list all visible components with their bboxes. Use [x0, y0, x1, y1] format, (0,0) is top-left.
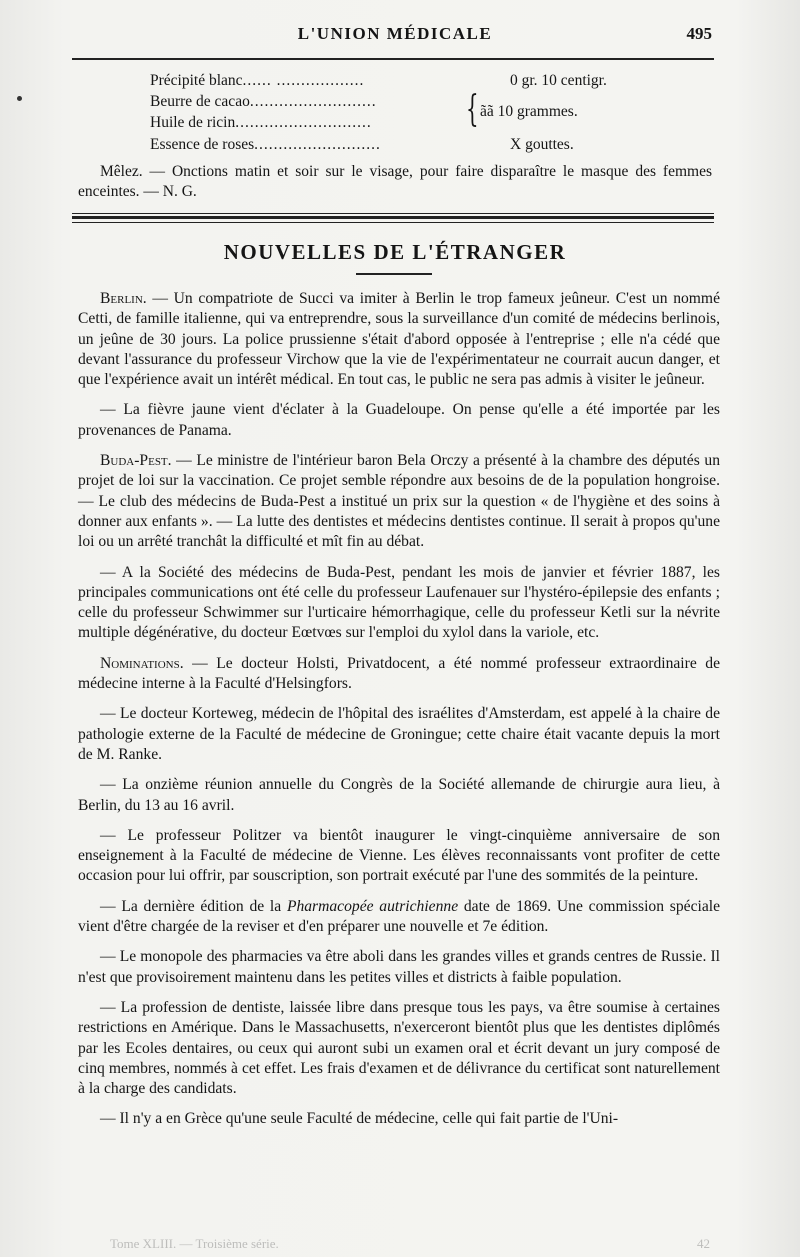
page-footer	[110, 1236, 710, 1254]
footer-volume: Tome XLIII. — Troisième série.	[110, 1236, 279, 1251]
footer-signature: 42	[697, 1236, 710, 1251]
ingredient-name: Beurre de cacao..........................	[150, 93, 377, 110]
article-body	[78, 289, 720, 1140]
paragraph: Berlin. — Un compatriote de Succi va imiter à Berlin le trop fameux jeûneur. C'est un nommé Cetti, de famille italienne, qui va entreprendre, sous la surveillance d'un comité de médecins berlinois, un jeûne de 30 jours. La police prussienne s'était d'abord opposée à l'entreprise ; elle n'a cédé que devant l'assurance du professeur Virchow que la vie de l'expérimentateur ne courrait aucun danger, et que l'expérience avait un intérêt médical. En tout cas, le public ne sera pas admis à visiter le jeûneur.	[78, 290, 720, 389]
paragraph: — La dernière édition de la Pharmacopée autrichienne date de 1869. Une commission spéciale vient d'être chargée de la reviser et d'en préparer une nouvelle et 7e édition.	[78, 897, 721, 936]
journal-title: L'UNION MÉDICALE	[297, 24, 493, 43]
paragraph: — La onzième réunion annuelle du Congrès de la Société allemande de chirurgie aura lieu, à Berlin, du 13 au 16 avril.	[78, 776, 720, 814]
paragraph: — Le monopole des pharmacies va être aboli dans les grandes villes et grands centres de Russie. Il n'est que provisoirement maintenu dans les petites villes et districts à faible population.	[78, 948, 720, 986]
section-rule	[72, 213, 714, 214]
paragraph: — La fièvre jaune vient d'éclater à la Guadeloupe. On pense qu'elle a été importée par les provenances de Panama.	[78, 401, 720, 439]
running-header	[78, 24, 712, 50]
ingredient-name: Huile de ricin............................	[150, 114, 372, 131]
heading-underline	[356, 273, 432, 275]
ink-spot	[17, 96, 22, 101]
ingredient-qty: X gouttes.	[510, 136, 574, 153]
recipe-instruction: Mêlez. — Onctions matin et soir sur le visage, pour faire disparaître le masque des femmes enceintes. — N. G.	[78, 163, 712, 200]
header-rule	[72, 58, 714, 60]
paragraph: — Le professeur Politzer va bientôt inaugurer le vingt-cinquième anniversaire de son enseignement à la Faculté de médecine de Vienne. Les élèves reconnaissants vont profiter de cette occasion pour lui offrir, par souscription, son portrait exécuté par l'une des sommités de la peinture.	[78, 826, 720, 885]
section-rule	[72, 216, 714, 219]
section-rule	[72, 222, 714, 223]
page-number: 495	[686, 24, 712, 43]
ingredient-qty: 0 gr. 10 centigr.	[510, 72, 607, 89]
brace-mark: {	[466, 89, 479, 130]
paragraph: Buda-Pest. — Le ministre de l'intérieur baron Bela Orczy a présenté à la chambre des députés un projet de loi sur la vaccination. Ce projet semble répondre aux besoins de de la population hongroise. — Le club des médecins de Buda-Pest a institué un prix sur la question « de l'hygiène et des soins à donner aux enfants ». — La lutte des dentistes et médecins dentistes continue. Il serait à propos qu'une loi ou un arrêté tranchât la difficulté et mît fin au débat.	[78, 452, 720, 551]
section-heading: NOUVELLES DE L'ÉTRANGER	[223, 240, 567, 264]
ingredient-name: Précipité blanc...... ..................	[150, 72, 365, 89]
paragraph: — Il n'y a en Grèce qu'une seule Faculté de médecine, celle qui fait partie de l'Uni-	[100, 1110, 619, 1128]
paragraph: Nominations. — Le docteur Holsti, Privatdocent, a été nommé professeur extraordinaire de médecine interne à la Faculté d'Helsingfors.	[78, 654, 720, 693]
ingredient-name: Essence de roses..........................	[150, 136, 381, 153]
shared-qty: ãã 10 grammes.	[480, 103, 578, 120]
paragraph: — La profession de dentiste, laissée libre dans presque tous les pays, va être soumise à certaines restrictions en Amérique. Dans le Massachusetts, n'exerceront bientôt plus que les dentistes diplômés par les Ecoles dentaires, ou ceux qui auront subi un examen oral et écrit devant un jury composé de cinq membres, nommés à cet effet. Les frais d'examen et de délivrance du certificat sont naturellement à la charge des candidats.	[78, 998, 720, 1098]
paragraph: — Le docteur Korteweg, médecin de l'hôpital des israélites d'Amsterdam, est appelé à la chaire de pathologie externe de la Faculté de médecine de Groningue; cette chaire était vacante depuis la mort de M. Ranke.	[78, 705, 720, 763]
paragraph: — A la Société des médecins de Buda-Pest, pendant les mois de janvier et février 1887, les principales communications ont été celle du professeur Laufenauer sur l'hystéro-épilepsie des enfants ; celle du professeur Schwimmer sur l'urticaire hémorrhagique, celle du professeur Ketli sur la névrite multiple dégénérative, du docteur Eœtvœs sur l'emploi du xylol dans la variole, etc.	[78, 563, 720, 642]
